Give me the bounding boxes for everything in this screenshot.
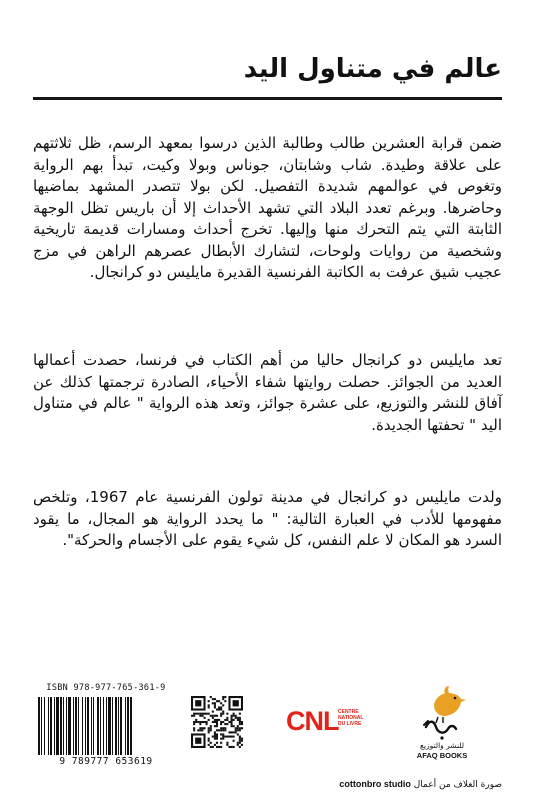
cnl-logo-caption	[338, 709, 378, 727]
cover-credit	[270, 778, 502, 791]
barcode-bars	[36, 697, 176, 755]
title-divider	[33, 97, 502, 100]
book-title: عالم في متناول اليد	[243, 54, 502, 84]
synopsis-paragraph: ضمن قرابة العشرين طالب وطالبة الذين درسوا بمعهد الرسم، ظل ثلاثتهم على علاقة وطيدة. شاب وشابتان، جوناس وبولا وكيت، تبدأ بهم الرواية وتغوص في عوالمهم شديدة التفصيل. لكن بولا تتصدر المشهد بماضيها وحاضرها. وبرغم تعدد البلاد التي تشهد الأحداث إلا أن باريس تظل الوجهة الثابتة التي يتم التحرك منها وإليها. تخرج أحداث ومسارات قديمة تاريخية وشخصية من روايات ولوحات، لتشارك الأبطال عصرهم الراهن في مزج عجيب شيق عرفت به الكاتبة الفرنسية القديرة مايليس دو كرانجال.	[33, 134, 502, 281]
qr-code-graphic	[191, 696, 243, 748]
cover-credit-prefix: صورة الغلاف من أعمال	[413, 780, 502, 790]
qr-code	[191, 696, 243, 748]
author-bio-paragraph: ولدت مايليس دو كرانجال في مدينة تولون الفرنسية عام 1967، وتلخص مفهومها للأدب في العبارة التالية: " ما يحدد الرواية هو المجال، ما يقود السرد هو المكان لا علم النفس، كل شيء يقوم على الأجسام والحركة".	[33, 488, 502, 549]
barcode-digits: 9 789777 653619	[59, 756, 153, 767]
cover-credit-artist: cottonbro studio	[339, 779, 411, 789]
publisher-logo	[412, 683, 472, 775]
cnl-logo	[286, 700, 376, 746]
author-paragraph: تعد مايليس دو كرانجال حاليا من أهم الكتاب في فرنسا، حصدت أعمالها العديد من الجوائز. حصلت روايتها شفاء الأحياء، الصادرة ترجمتها كذلك عن آفاق للنشر والتوزيع، على عشرة جوائز، وتعد هذه الرواية " عالم في متناول اليد " تحفتها الجديدة.	[33, 351, 502, 434]
cnl-caption-line: NATIONAL	[338, 715, 364, 721]
isbn-barcode	[30, 683, 182, 771]
isbn-label: ISBN 978-977-765-361-9	[46, 683, 166, 693]
cnl-caption-line: DU LIVRE	[338, 721, 362, 727]
publisher-arabic-name: للنشر والتوزيع	[419, 741, 465, 750]
publisher-english-name: AFAQ BOOKS	[416, 751, 468, 760]
cnl-caption-line: CENTRE	[338, 709, 359, 715]
cnl-logo-text: CNL	[286, 706, 339, 736]
bird-logo-icon	[412, 683, 472, 741]
